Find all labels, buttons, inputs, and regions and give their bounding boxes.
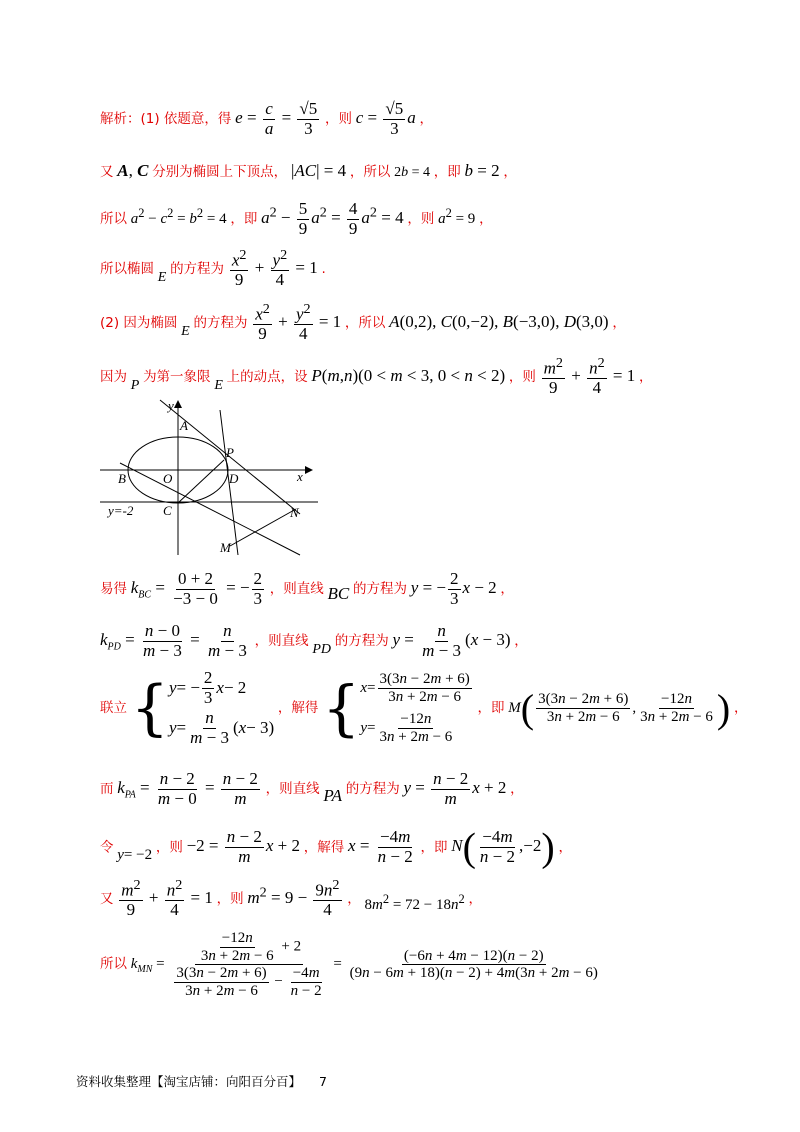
label-b: B — [118, 471, 126, 486]
text-segment: 分别为椭圆上下顶点， — [152, 164, 288, 180]
formula: { x = $\frac{3(3n - 2m + 6)}{3n + 2m - 6}$ y = $\frac{-12n}{3n + 2m - 6}$ — [322, 671, 470, 745]
text-segment: ，则直线 — [265, 781, 320, 798]
text-segment: ，即 — [433, 164, 461, 180]
formula: y = − $\frac{2}{3}$ x − 2 — [410, 569, 497, 608]
text-segment: ， — [503, 164, 517, 180]
text-segment: ，则 — [325, 111, 352, 128]
label-y: y — [168, 398, 174, 413]
formula: $\frac{m^2}{9}$ + $\frac{n^2}{4}$ = 1 — [543, 355, 636, 398]
text-segment: 因为 — [100, 368, 127, 385]
formula: $k_{PD}$ = $\frac{n - 0}{m - 3}$ = $\frac{n}{m - 3}$ — [100, 621, 247, 660]
solution-line-5 — [100, 302, 626, 344]
formula: E — [157, 269, 167, 285]
text-segment: 所以 — [100, 955, 127, 972]
formula: |AC| = 4 — [290, 161, 347, 180]
text-segment: ，即 — [230, 211, 258, 228]
footer-text: 资料收集整理【淘宝店铺：向阳百分百】 — [76, 1074, 302, 1089]
solution-line-6 — [100, 356, 652, 398]
formula: N( $\frac{-4m}{n - 2}$ ,−2) — [451, 825, 555, 870]
label-x: x — [297, 469, 303, 484]
formula: y = $\frac{n - 2}{m}$ x + 2 — [403, 769, 507, 808]
text-segment: ，则 — [216, 890, 244, 907]
text-segment: 上的动点，设 — [226, 368, 308, 385]
formula: $\frac{m^2}{9}$ + $\frac{n^2}{4}$ = 1 — [121, 877, 213, 920]
text-segment: 又 — [100, 890, 114, 907]
formula: A(0,2), C(0,−2), B(−3,0), D(3,0) — [389, 311, 609, 331]
text-segment: ，解得 — [303, 839, 345, 856]
formula: c = $\frac{√5}{3}$ a — [355, 99, 416, 138]
formula: M( $\frac{3(3n - 2m + 6)}{3n + 2m - 6}$ , $\frac{-12n}{3n + 2m - 6}$ ) — [508, 685, 731, 731]
text-segment: ，解得 — [277, 699, 319, 716]
text-segment: ， — [514, 633, 528, 650]
text-segment: ， — [468, 890, 483, 907]
formula: $m^2 = 9$ − $\frac{9n^2}{4}$ — [247, 877, 340, 920]
text-segment: ，所以 — [349, 164, 391, 180]
formula: $a^2 - c^2 = b^2 = 4$ — [130, 206, 227, 228]
solution-line-8 — [100, 622, 528, 660]
text-segment: 的方程为 — [170, 260, 225, 277]
formula: A, C — [117, 161, 149, 180]
text-segment: . — [321, 260, 326, 277]
ellipse-figure — [100, 395, 330, 560]
formula: 2b = 4 — [394, 165, 430, 180]
text-segment: 所以椭圆 — [100, 260, 154, 277]
label-m: M — [220, 540, 231, 555]
formula: $8m^2 = 72 - 18n^2$ — [364, 891, 465, 913]
text-segment: 联立 — [100, 699, 127, 716]
solution-line-9 — [100, 668, 748, 748]
text-segment: (2) 因为椭圆 — [100, 314, 178, 331]
x-axis-arrow — [305, 466, 313, 474]
text-segment: 所以 — [100, 211, 127, 228]
line-mn — [230, 509, 296, 546]
formula: BC — [327, 584, 350, 604]
text-segment: ， — [419, 111, 433, 128]
solution-line-12 — [100, 878, 482, 920]
text-segment: ， — [510, 781, 524, 798]
text-segment: ， — [500, 581, 514, 598]
formula: $a^2 = 9$ — [438, 206, 476, 228]
text-segment: 的方程为 — [334, 633, 389, 650]
solution-line-11 — [100, 824, 572, 871]
text-segment: ， — [638, 368, 653, 385]
formula: $\frac{x^2}{9}$ + $\frac{y^2}{4}$ = 1 — [231, 247, 318, 290]
formula: $k_{MN}$ = $\frac{-12n}{3n + 2m - 6}$ + 2 $\frac{3(3n - 2m + 6)}{3n + 2m - 6}$ − $\frac{-4m}{n - 2}$ = $\frac{(-6n + 4m - 12)(n - 2)}{(9n - 6m + 18)(n - 2) + 4m(3n + 2m - 6)}$ — [130, 930, 598, 999]
formula: y= −2 — [117, 847, 153, 864]
formula: b = 2 — [464, 161, 500, 180]
label-a: A — [180, 418, 188, 433]
formula: −2 = $\frac{n - 2}{m}$ x + 2 — [186, 827, 301, 866]
formula: $k_{PA}$ = $\frac{n - 2}{m - 0}$ = $\frac{n - 2}{m}$ — [117, 769, 258, 808]
line-bc — [120, 463, 300, 555]
text-segment: ， — [479, 211, 493, 228]
solution-line-10 — [100, 770, 524, 808]
text-segment: 的方程为 — [345, 781, 400, 798]
solution-line-7 — [100, 570, 514, 608]
label-d: D — [229, 471, 239, 486]
text-segment: ， — [734, 699, 748, 716]
solution-line-1 — [100, 100, 433, 138]
label-c: C — [163, 503, 172, 518]
formula: $k_{BC}$ = $\frac{0 + 2}{-3 - 0}$ = − $\frac{2}{3}$ — [130, 569, 263, 608]
text-segment: ， — [558, 839, 572, 856]
formula: P — [130, 377, 140, 393]
page-number: 7 — [319, 1074, 327, 1089]
text-segment: ，则直线 — [269, 581, 324, 598]
text-segment: 令 — [100, 839, 114, 856]
text-segment: ，则 — [407, 211, 435, 228]
formula: PD — [312, 642, 331, 658]
text-segment: ， — [347, 890, 361, 907]
solution-line-13 — [100, 930, 602, 999]
text-segment: ，则直线 — [254, 633, 309, 650]
formula: $a^2$ − $\frac{5}{9}$ $a^2$ = $\frac{4}{9}$ $a^2 = 4$ — [261, 199, 404, 238]
formula: e = $\frac{c}{a}$ = $\frac{√5}{3}$ — [235, 99, 318, 138]
solution-line-3 — [100, 200, 493, 238]
formula: P(m,n)(0 < m < 3, 0 < n < 2) — [311, 365, 506, 385]
formula: PA — [323, 786, 342, 806]
formula: y = $\frac{n}{m - 3}$ (x − 3) — [392, 621, 511, 660]
text-segment: ，所以 — [344, 314, 386, 331]
formula: $\frac{x^2}{9}$ + $\frac{y^2}{4}$ = 1 — [255, 301, 342, 344]
formula: x = $\frac{-4m}{n - 2}$ — [348, 827, 413, 866]
solution-line-2 — [100, 160, 517, 181]
text-segment: ，则 — [508, 368, 536, 385]
formula: E — [214, 377, 223, 393]
text-segment: ，即 — [477, 699, 505, 716]
text-segment: 的方程为 — [353, 581, 408, 598]
formula: E — [181, 323, 190, 339]
page-footer — [76, 1072, 327, 1090]
text-segment: 易得 — [100, 581, 127, 598]
label-o: O — [163, 471, 173, 486]
text-segment: 而 — [100, 781, 114, 798]
formula: { y = − $\frac{2}{3}$ x − 2 y = $\frac{n}{m - 3}$ ( x − 3) — [130, 667, 275, 747]
text-segment: 的方程为 — [193, 314, 248, 331]
text-segment: ，则 — [155, 839, 183, 856]
text-segment: ， — [612, 314, 626, 331]
label-p: P — [226, 445, 234, 460]
text-segment: 解析：(1) 依题意，得 — [100, 111, 232, 128]
label-n: N — [290, 505, 299, 520]
text-segment: 又 — [100, 164, 114, 180]
text-segment: ，即 — [420, 839, 448, 856]
y-axis-arrow — [174, 400, 182, 408]
line-pc — [178, 460, 224, 503]
label-y-eq-neg2: y=-2 — [108, 503, 134, 518]
solution-line-4 — [100, 248, 326, 290]
text-segment: 为第一象限 — [143, 368, 211, 385]
